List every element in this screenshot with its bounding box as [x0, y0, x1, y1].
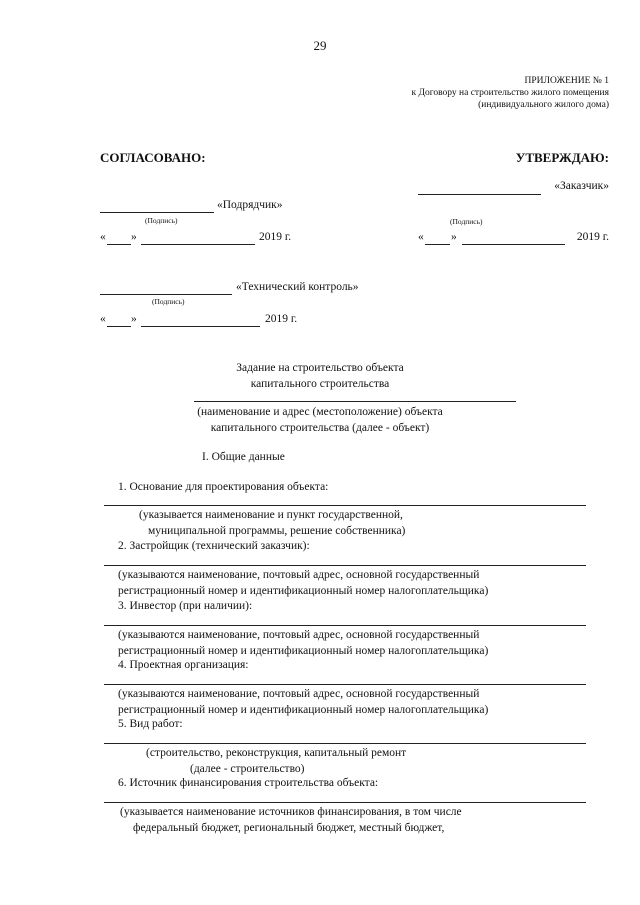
tech-control-year: 2019 г.: [265, 313, 298, 325]
object-name-line: [194, 401, 516, 402]
object-note-line1: (наименование и адрес (местоположение) объекта: [197, 406, 443, 418]
customer-month-line: [462, 244, 565, 245]
item-3-note-1: (указываются наименование, почтовый адрес, основной государственный: [118, 629, 480, 641]
object-note-line2: капитального строительства (далее - объект): [210, 422, 430, 434]
task-title-line2: капитального строительства: [250, 378, 390, 390]
customer-signature-caption: (Подпись): [450, 217, 483, 226]
item-2-line: [104, 565, 586, 566]
item-4-line: [104, 684, 586, 685]
item-5-label: 5. Вид работ:: [118, 718, 183, 730]
tech-control-signature-line: [100, 294, 232, 295]
item-2-note-2: регистрационный номер и идентификационный номер налогоплательщика): [118, 585, 489, 597]
item-5-line: [104, 743, 586, 744]
contractor-year: 2019 г.: [259, 231, 292, 243]
appendix-subtitle: к Договору на строительство жилого помещения: [411, 88, 609, 98]
item-5-note-1: (строительство, реконструкция, капитальный ремонт: [146, 747, 407, 759]
tech-control-month-line: [141, 326, 260, 327]
contractor-day-line: [107, 244, 131, 245]
item-6-label: 6. Источник финансирования строительства объекта:: [118, 777, 379, 789]
item-1-label: 1. Основание для проектирования объекта:: [118, 481, 329, 493]
page-number: 29: [313, 38, 327, 53]
item-2-label: 2. Застройщик (технический заказчик):: [118, 540, 310, 552]
tech-control-signature-caption: (Подпись): [152, 297, 185, 306]
item-3-label: 3. Инвестор (при наличии):: [118, 600, 253, 612]
item-6-line: [104, 802, 586, 803]
contractor-month-line: [141, 244, 255, 245]
tech-control-label: «Технический контроль»: [236, 281, 359, 293]
agreed-heading: СОГЛАСОВАНО:: [100, 150, 206, 165]
item-6-note-2: федеральный бюджет, региональный бюджет, местный бюджет,: [133, 822, 445, 834]
item-3-note-2: регистрационный номер и идентификационный номер налогоплательщика): [118, 645, 489, 657]
item-4-note-2: регистрационный номер и идентификационный номер налогоплательщика): [118, 704, 489, 716]
customer-signature-line: [418, 194, 541, 195]
customer-label: «Заказчик»: [554, 180, 609, 192]
item-6-note-1: (указывается наименование источников финансирования, в том числе: [120, 806, 462, 818]
item-3-line: [104, 625, 586, 626]
item-1-line: [104, 505, 586, 506]
customer-date-open-quote: «: [418, 231, 424, 243]
contractor-signature-line: [100, 212, 214, 213]
item-1-note-2: муниципальной программы, решение собственника): [148, 525, 406, 537]
item-2-note-1: (указываются наименование, почтовый адрес, основной государственный: [118, 569, 480, 581]
contractor-label: «Подрядчик»: [217, 199, 283, 211]
item-4-label: 4. Проектная организация:: [118, 659, 249, 671]
contractor-signature-caption: (Подпись): [145, 216, 178, 225]
contractor-date-open-quote: «: [100, 231, 106, 243]
customer-day-line: [425, 244, 450, 245]
item-1-note-1: (указывается наименование и пункт государственной,: [139, 509, 403, 521]
task-title-line1: Задание на строительство объекта: [236, 362, 404, 374]
tech-control-date-open-quote: «: [100, 313, 106, 325]
item-5-note-2: (далее - строительство): [190, 763, 305, 775]
item-4-note-1: (указываются наименование, почтовый адрес, основной государственный: [118, 688, 480, 700]
tech-control-date-close-quote: »: [131, 313, 137, 325]
contractor-date-close-quote: »: [131, 231, 137, 243]
approve-heading: УТВЕРЖДАЮ:: [515, 150, 609, 165]
appendix-subtitle-2: (индивидуального жилого дома): [478, 100, 609, 110]
customer-date-close-quote: »: [451, 231, 457, 243]
customer-year: 2019 г.: [576, 231, 609, 243]
tech-control-day-line: [107, 326, 131, 327]
appendix-title: ПРИЛОЖЕНИЕ № 1: [524, 76, 609, 86]
section-general-data: I. Общие данные: [202, 451, 285, 463]
